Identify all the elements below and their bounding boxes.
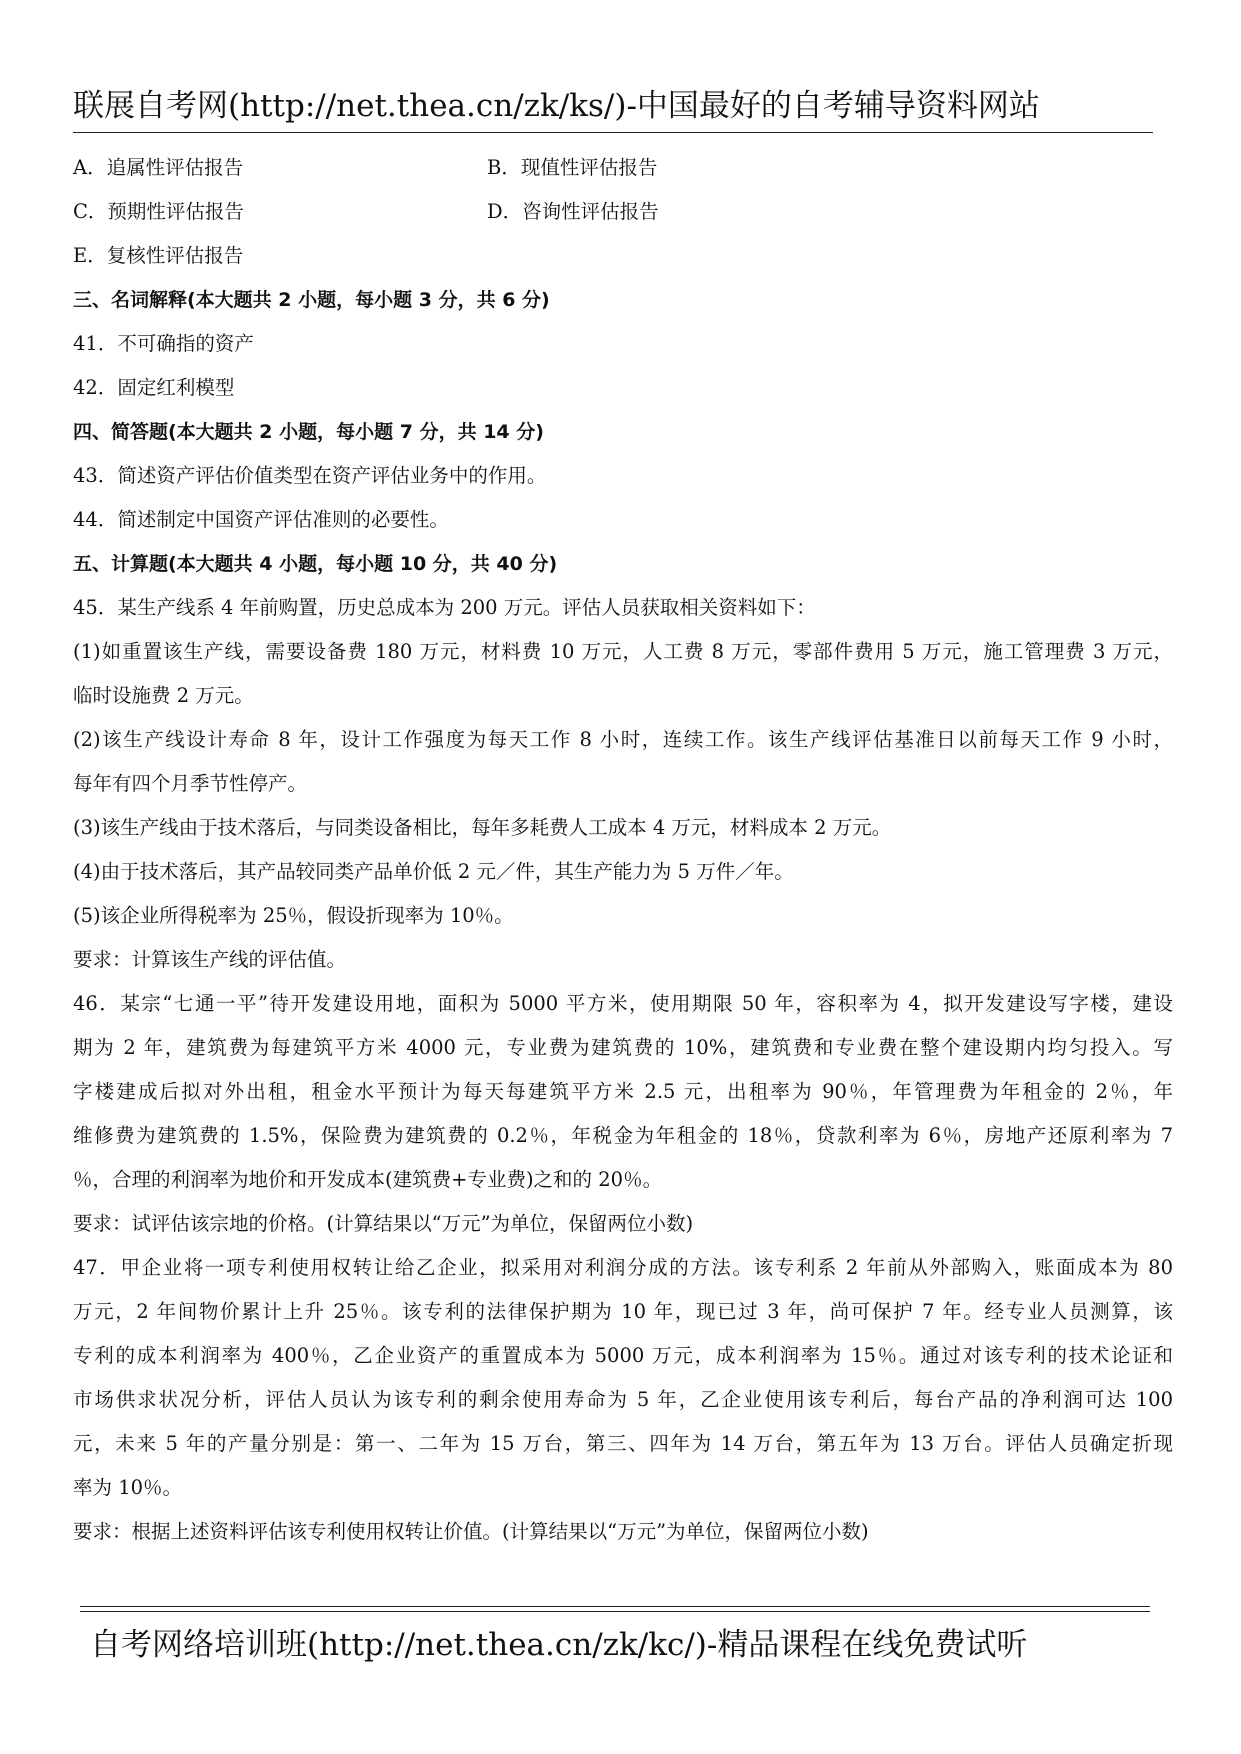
question-46-line1: 46．某宗“七通一平”待开发建设用地，面积为 5000 平方米，使用期限 50 年，容积率为 4，拟开发建设写字楼，建设 xyxy=(73,992,1173,1015)
section3-heading: 三、名词解释(本大题共 2 小题，每小题 3 分，共 6 分) xyxy=(73,289,550,311)
question-45-intro: 45．某生产线系 4 年前购置，历史总成本为 200 万元。评估人员获取相关资料如下： xyxy=(73,596,816,619)
section4-heading: 四、简答题(本大题共 2 小题，每小题 7 分，共 14 分) xyxy=(73,421,544,443)
question-42: 42．固定红利模型 xyxy=(73,376,235,399)
question-47-line1: 47．甲企业将一项专利使用权转让给乙企业，拟采用对利润分成的方法。该专利系 2 年前从外部购入，账面成本为 80 xyxy=(73,1256,1173,1279)
question-43: 43．简述资产评估价值类型在资产评估业务中的作用。 xyxy=(73,464,547,487)
question-45-requirement: 要求：计算该生产线的评估值。 xyxy=(73,948,347,971)
options-row-cd xyxy=(73,190,1173,234)
option-e: E．复核性评估报告 xyxy=(73,244,244,267)
question-46-line3: 字楼建成后拟对外出租，租金水平预计为每天每建筑平方米 2.5 元，出租率为 90％，年管理费为年租金的 2％，年 xyxy=(73,1080,1173,1103)
question-45-item2-line2: 每年有四个月季节性停产。 xyxy=(73,772,308,795)
header-divider xyxy=(73,132,1153,133)
question-45-item1-line1: (1)如重置该生产线，需要设备费 180 万元，材料费 10 万元，人工费 8 万元，零部件费用 5 万元，施工管理费 3 万元， xyxy=(73,640,1173,663)
question-45-item1-line2: 临时设施费 2 万元。 xyxy=(73,684,254,707)
options-row-ab xyxy=(73,146,1173,190)
question-46-requirement: 要求：试评估该宗地的价格。(计算结果以“万元”为单位，保留两位小数) xyxy=(73,1212,694,1235)
question-47-line3: 专利的成本利润率为 400％，乙企业资产的重置成本为 5000 万元，成本利润率为 15％。通过对该专利的技术论证和 xyxy=(73,1344,1173,1367)
option-c: C．预期性评估报告 xyxy=(73,200,244,223)
question-47-line5: 元，未来 5 年的产量分别是：第一、二年为 15 万台，第三、四年为 14 万台，第五年为 13 万台。评估人员确定折现 xyxy=(73,1432,1173,1455)
document-body xyxy=(73,146,1173,1554)
option-a: A．追属性评估报告 xyxy=(73,156,244,179)
question-46-line5: ％，合理的利润率为地价和开发成本(建筑费+专业费)之和的 20％。 xyxy=(73,1168,663,1191)
section5-heading: 五、计算题(本大题共 4 小题，每小题 10 分，共 40 分) xyxy=(73,553,558,575)
option-b: B．现值性评估报告 xyxy=(487,156,658,179)
question-44: 44．简述制定中国资产评估准则的必要性。 xyxy=(73,508,449,531)
page-header-title: 联展自考网(http://net.thea.cn/zk/ks/)-中国最好的自考辅导资料网站 xyxy=(73,88,1040,124)
question-45-item2-line1: (2)该生产线设计寿命 8 年，设计工作强度为每天工作 8 小时，连续工作。该生产线评估基准日以前每天工作 9 小时， xyxy=(73,728,1173,751)
question-47-line6: 率为 10％。 xyxy=(73,1476,183,1499)
question-47-line4: 市场供求状况分析，评估人员认为该专利的剩余使用寿命为 5 年，乙企业使用该专利后，每台产品的净利润可达 100 xyxy=(73,1388,1173,1411)
question-47-requirement: 要求：根据上述资料评估该专利使用权转让价值。(计算结果以“万元”为单位，保留两位小数) xyxy=(73,1520,869,1543)
question-45-item3: (3)该生产线由于技术落后，与同类设备相比，每年多耗费人工成本 4 万元，材料成本 2 万元。 xyxy=(73,816,892,839)
question-46-line4: 维修费为建筑费的 1.5%，保险费为建筑费的 0.2％，年税金为年租金的 18％，贷款利率为 6％，房地产还原利率为 7 xyxy=(73,1124,1173,1147)
option-d: D．咨询性评估报告 xyxy=(487,200,659,223)
question-41: 41．不可确指的资产 xyxy=(73,332,254,355)
question-46-line2: 期为 2 年，建筑费为每建筑平方米 4000 元，专业费为建筑费的 10%，建筑费和专业费在整个建设期内均匀投入。写 xyxy=(73,1036,1173,1059)
question-45-item5: (5)该企业所得税率为 25％，假设折现率为 10％。 xyxy=(73,904,514,927)
footer-divider xyxy=(80,1606,1150,1612)
question-45-item4: (4)由于技术落后，其产品较同类产品单价低 2 元／件，其生产能力为 5 万件／年。 xyxy=(73,860,794,883)
page-footer-text: 自考网络培训班(http://net.thea.cn/zk/kc/)-精品课程在线免费试听 xyxy=(90,1627,1028,1663)
question-47-line2: 万元，2 年间物价累计上升 25％。该专利的法律保护期为 10 年，现已过 3 年，尚可保护 7 年。经专业人员测算，该 xyxy=(73,1300,1173,1323)
